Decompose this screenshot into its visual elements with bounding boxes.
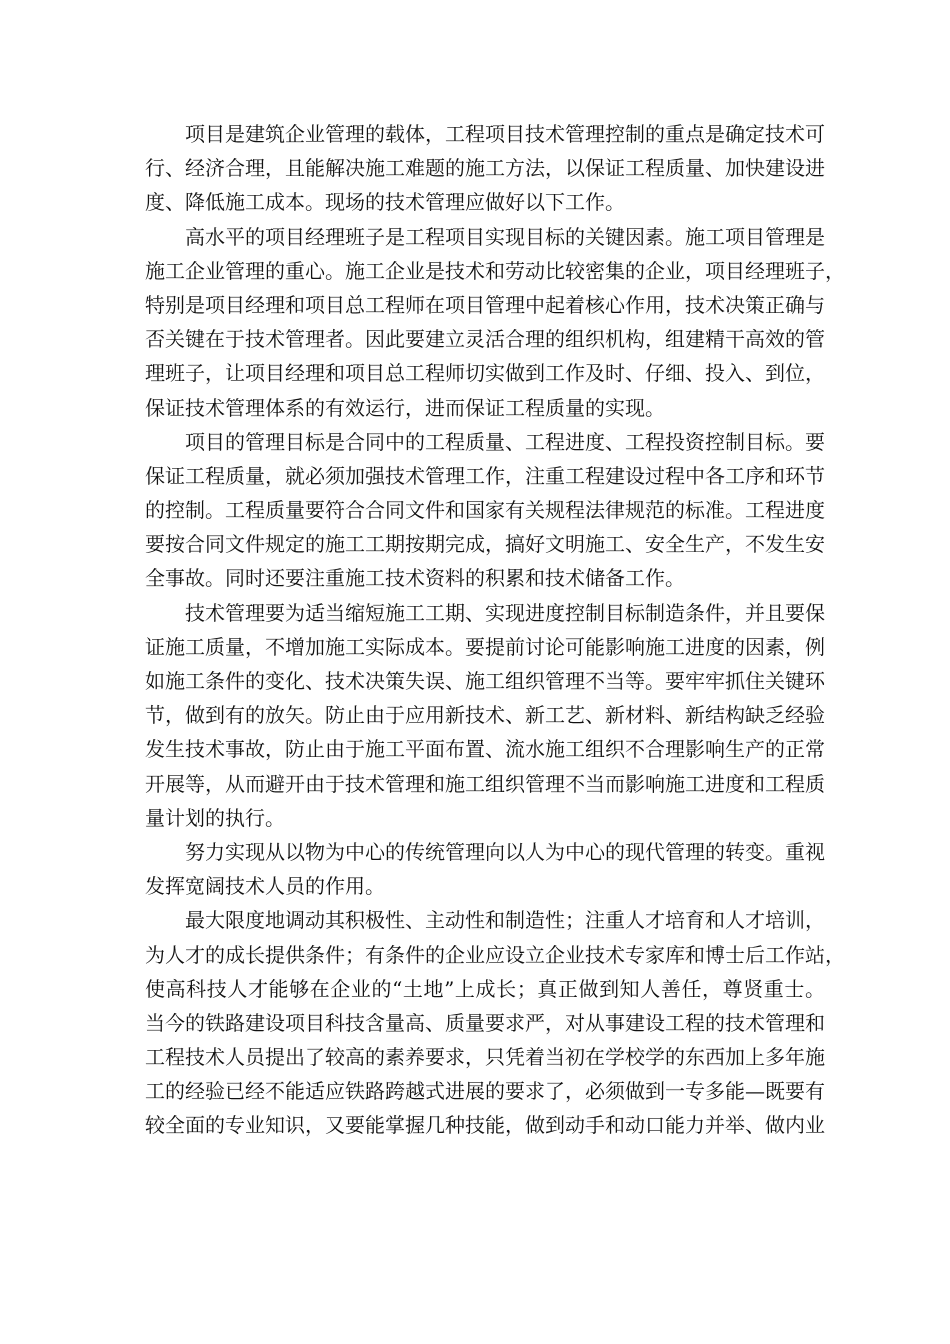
- text-line: 否关键在于技术管理者。因此要建立灵活合理的组织机构，组建精干高效的管: [145, 327, 825, 352]
- text-line: 工程技术人员提出了较高的素养要求，只凭着当初在学校学的东西加上多年施: [145, 1045, 825, 1070]
- text-line: 保证技术管理体系的有效运行，进而保证工程质量的实现。: [145, 395, 665, 420]
- text-line: 当今的铁路建设项目科技含量高、质量要求严，对从事建设工程的技术管理和: [145, 1010, 825, 1035]
- paragraph-4: [145, 596, 825, 835]
- paragraph-2: [145, 220, 845, 425]
- text-line: 施工企业管理的重心。施工企业是技术和劳动比较密集的企业，项目经理班子，: [145, 258, 845, 283]
- text-line: 要按合同文件规定的施工工期按期完成，搞好文明施工、安全生产，不发生安: [145, 532, 825, 557]
- text-line: 为人才的成长提供条件；有条件的企业应设立企业技术专家库和博士后工作站，: [145, 942, 845, 967]
- text-line: 量计划的执行。: [145, 805, 285, 830]
- text-line: 全事故。同时还要注重施工技术资料的积累和技术储备工作。: [145, 566, 685, 591]
- text-line: 理班子，让项目经理和项目总工程师切实做到工作及时、仔细、投入、到位，: [145, 361, 825, 386]
- text-line: 高水平的项目经理班子是工程项目实现目标的关键因素。施工项目管理是: [185, 224, 825, 249]
- text-line: 发挥宽阔技术人员的作用。: [145, 874, 385, 899]
- text-line: 技术管理要为适当缩短施工工期、实现进度控制目标制造条件，并且要保: [185, 600, 825, 625]
- text-line: 行、经济合理，且能解决施工难题的施工方法，以保证工程质量、加快建设进: [145, 156, 825, 181]
- text-line: 特别是项目经理和项目总工程师在项目管理中起着核心作用，技术决策正确与: [145, 292, 825, 317]
- text-line: 项目的管理目标是合同中的工程质量、工程进度、工程投资控制目标。要: [185, 429, 825, 454]
- text-line: 证施工质量，不增加施工实际成本。要提前讨论可能影响施工进度的因素，例: [145, 634, 825, 659]
- document-page: [145, 117, 845, 1143]
- text-line: 开展等，从而避开由于技术管理和施工组织管理不当而影响施工进度和工程质: [145, 771, 825, 796]
- text-line: 如施工条件的变化、技术决策失误、施工组织管理不当等。要牢牢抓住关键环: [145, 669, 825, 693]
- text-line: 努力实现从以物为中心的传统管理向以人为中心的现代管理的转变。重视: [185, 839, 825, 864]
- text-line: 工的经验已经不能适应铁路跨越式进展的要求了，必须做到一专多能—既要有: [145, 1079, 825, 1104]
- text-line: 的控制。工程质量要符合合同文件和国家有关规程法律规范的标准。工程进度: [145, 498, 825, 523]
- text-line: 节，做到有的放矢。防止由于应用新技术、新工艺、新材料、新结构缺乏经验: [145, 703, 825, 728]
- text-line: 使高科技人才能够在企业的“土地”上成长；真正做到知人善任，尊贤重士。: [145, 976, 825, 1001]
- text-line: 发生技术事故，防止由于施工平面布置、流水施工组织不合理影响生产的正常: [145, 737, 825, 762]
- paragraph-5: [145, 835, 825, 903]
- paragraph-3: [145, 425, 825, 596]
- text-line: 最大限度地调动其积极性、主动性和制造性；注重人才培育和人才培训，: [185, 908, 825, 933]
- text-line: 较全面的专业知识，又要能掌握几种技能，做到动手和动口能力并举、做内业: [145, 1113, 825, 1138]
- text-line: 保证工程质量，就必须加强技术管理工作，注重工程建设过程中各工序和环节: [145, 463, 825, 488]
- paragraph-1: [145, 117, 825, 220]
- text-line: 项目是建筑企业管理的载体，工程项目技术管理控制的重点是确定技术可: [185, 122, 825, 146]
- text-line: 度、降低施工成本。现场的技术管理应做好以下工作。: [145, 190, 625, 215]
- paragraph-6: [145, 903, 845, 1142]
